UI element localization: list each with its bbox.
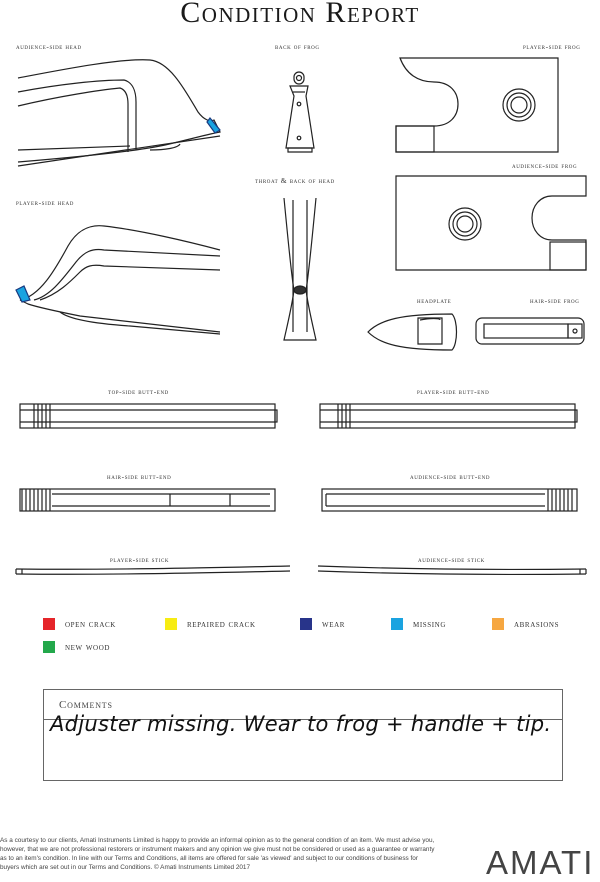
legend-swatch bbox=[43, 641, 55, 653]
legend-label: repaired crack bbox=[187, 618, 256, 630]
legend-open-crack bbox=[43, 618, 116, 630]
label-audience-side-butt-end: audience-side butt-end bbox=[410, 472, 491, 481]
label-top-side-butt-end: top-side butt-end bbox=[108, 387, 169, 396]
label-audience-side-stick: audience-side stick bbox=[418, 555, 485, 564]
amati-logo: AMATI bbox=[486, 844, 595, 881]
headplate-drawing bbox=[368, 314, 457, 350]
legend-wear bbox=[300, 618, 345, 630]
comments-box bbox=[43, 689, 563, 781]
player-side-head-drawing bbox=[16, 226, 220, 334]
label-back-of-frog: back of frog bbox=[275, 42, 320, 51]
audience-side-head-drawing bbox=[18, 60, 220, 166]
label-throat-back-of-head: throat & back of head bbox=[255, 176, 335, 185]
label-hair-side-frog: hair-side frog bbox=[530, 296, 580, 305]
legend-missing bbox=[391, 618, 446, 630]
legend-label: abrasions bbox=[514, 618, 560, 630]
audience-side-butt-end-drawing bbox=[322, 489, 577, 511]
legend-label: open crack bbox=[65, 618, 116, 630]
audience-side-frog-drawing bbox=[396, 176, 586, 270]
disclaimer-text: As a courtesy to our clients, Amati Instruments Limited is happy to provide an informal opinion as to the general condition of an item. We must advise you, however, that we are not professional restorers or instrument makers and any opinion we give must not be considered or used as a guarantee or warranty as to an item's condition. In line with our Terms and Conditions, all items are offered for sale 'as viewed' and subject to our conditions of business for buyers which are set out in our Terms and Conditions. © Amati Instruments Limited 2017 bbox=[0, 837, 435, 871]
label-audience-side-frog: audience-side frog bbox=[512, 161, 578, 170]
legend-swatch bbox=[43, 618, 55, 630]
label-player-side-butt-end: player-side butt-end bbox=[417, 387, 490, 396]
legend-swatch bbox=[165, 618, 177, 630]
player-side-butt-end-drawing bbox=[320, 404, 577, 428]
legend-abrasions bbox=[492, 618, 559, 630]
back-of-frog-drawing bbox=[286, 72, 314, 152]
label-player-side-head: player-side head bbox=[16, 198, 74, 207]
label-headplate: headplate bbox=[417, 296, 452, 305]
legend-repaired-crack bbox=[165, 618, 256, 630]
label-player-side-stick: player-side stick bbox=[110, 555, 170, 564]
legend-label: new wood bbox=[65, 641, 111, 653]
player-side-frog-drawing bbox=[396, 58, 558, 152]
label-player-side-frog: player-side frog bbox=[523, 42, 581, 51]
legend-swatch bbox=[300, 618, 312, 630]
player-side-stick-drawing bbox=[16, 566, 290, 574]
legend-label: wear bbox=[322, 618, 346, 630]
throat-back-of-head-drawing bbox=[284, 198, 316, 340]
label-hair-side-butt-end: hair-side butt-end bbox=[107, 472, 172, 481]
legend-new-wood bbox=[43, 641, 110, 653]
top-side-butt-end-drawing bbox=[20, 404, 277, 428]
hair-side-frog-drawing bbox=[476, 318, 584, 344]
comments-handwritten-text: Adjuster missing. Wear to frog + handle + tip. bbox=[50, 712, 552, 736]
hair-side-butt-end-drawing bbox=[20, 489, 275, 511]
audience-side-stick-drawing bbox=[318, 566, 586, 574]
comments-heading: Comments bbox=[44, 690, 562, 720]
label-audience-side-head: audience-side head bbox=[16, 42, 82, 51]
legend-label: missing bbox=[413, 618, 446, 630]
legend-swatch bbox=[391, 618, 403, 630]
legend-swatch bbox=[492, 618, 504, 630]
page-title: Condition Report bbox=[180, 0, 420, 29]
